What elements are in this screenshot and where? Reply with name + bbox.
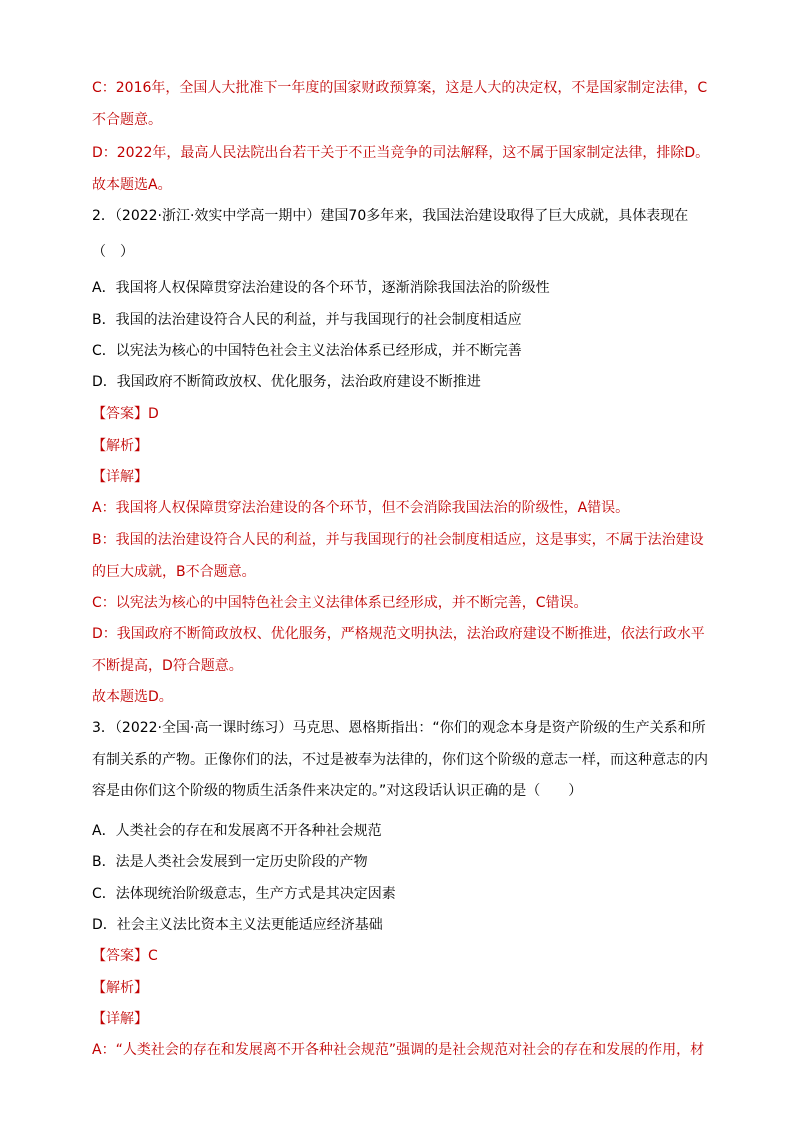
question-2-stem-line1: 2．（2022·浙江·效实中学高一期中）建国70多年来，我国法治建设取得了巨大成就，具体表现在 (92, 208, 689, 224)
question-3-option-a: A．人类社会的存在和发展离不开各种社会规范 (92, 823, 382, 839)
question-2-analysis-label: 【解析】 (92, 438, 148, 454)
question-3-answer: 【答案】C (92, 948, 158, 964)
question-3-stem-line1: 3．（2022·全国·高一课时练习）马克思、恩格斯指出：“你们的观念本身是资产阶级的生产关系和所 (92, 720, 706, 736)
explanation-c-line1: C：2016年，全国人大批准下一年度的国家财政预算案，这是人大的决定权，不是国家制定法律，C (92, 80, 708, 96)
question-3-option-d: D．社会主义法比资本主义法更能适应经济基础 (92, 917, 383, 933)
question-2-option-a: A．我国将人权保障贯穿法治建设的各个环节，逐渐消除我国法治的阶级性 (92, 280, 550, 296)
explanation-c-line2: 不合题意。 (92, 112, 162, 128)
final-answer-line: 故本题选A。 (92, 177, 172, 193)
question-2-explanation-c: C：以宪法为核心的中国特色社会主义法律体系已经形成，并不断完善，C错误。 (92, 595, 588, 611)
question-2-detail-label: 【详解】 (92, 469, 148, 485)
question-3-stem-line2: 有制关系的产物。正像你们的法，不过是被奉为法律的，你们这个阶级的意志一样，而这种意志的内 (92, 752, 708, 768)
question-2-stem-line2: （ ） (92, 244, 134, 260)
question-2-option-c: C．以宪法为核心的中国特色社会主义法治体系已经形成，并不断完善 (92, 343, 522, 359)
question-2-explanation-d-line1: D：我国政府不断简政放权、优化服务，严格规范文明执法，法治政府建设不断推进，依法行政水平 (92, 626, 705, 642)
question-3-stem-line3: 容是由你们这个阶级的物质生活条件来决定的。”对这段话认识正确的是（ ） (92, 783, 583, 799)
question-2-final-answer: 故本题选D。 (92, 689, 173, 705)
question-2-explanation-b-line2: 的巨大成就，B不合题意。 (92, 564, 256, 580)
question-3-analysis-label: 【解析】 (92, 980, 148, 996)
question-3-option-b: B．法是人类社会发展到一定历史阶段的产物 (92, 854, 368, 870)
question-3-detail-label: 【详解】 (92, 1011, 148, 1027)
explanation-d-line1: D：2022年，最高人民法院出台若干关于不正当竞争的司法解释，这不属于国家制定法律，排除D。 (92, 145, 710, 161)
question-2-explanation-b-line1: B：我国的法治建设符合人民的利益，并与我国现行的社会制度相适应，这是事实，不属于法治建设 (92, 532, 704, 548)
question-2-option-d: D．我国政府不断简政放权、优化服务，法治政府建设不断推进 (92, 374, 481, 390)
question-2-explanation-d-line2: 不断提高，D符合题意。 (92, 658, 243, 674)
question-2-answer: 【答案】D (92, 406, 159, 422)
question-3-option-c: C．法体现统治阶级意志，生产方式是其决定因素 (92, 886, 396, 902)
question-3-explanation-a-line1: A：“人类社会的存在和发展离不开各种社会规范”强调的是社会规范对社会的存在和发展的作用，材 (92, 1042, 705, 1058)
question-2-explanation-a: A：我国将人权保障贯穿法治建设的各个环节，但不会消除我国法治的阶级性，A错误。 (92, 500, 630, 516)
question-2-option-b: B．我国的法治建设符合人民的利益，并与我国现行的社会制度相适应 (92, 312, 522, 328)
